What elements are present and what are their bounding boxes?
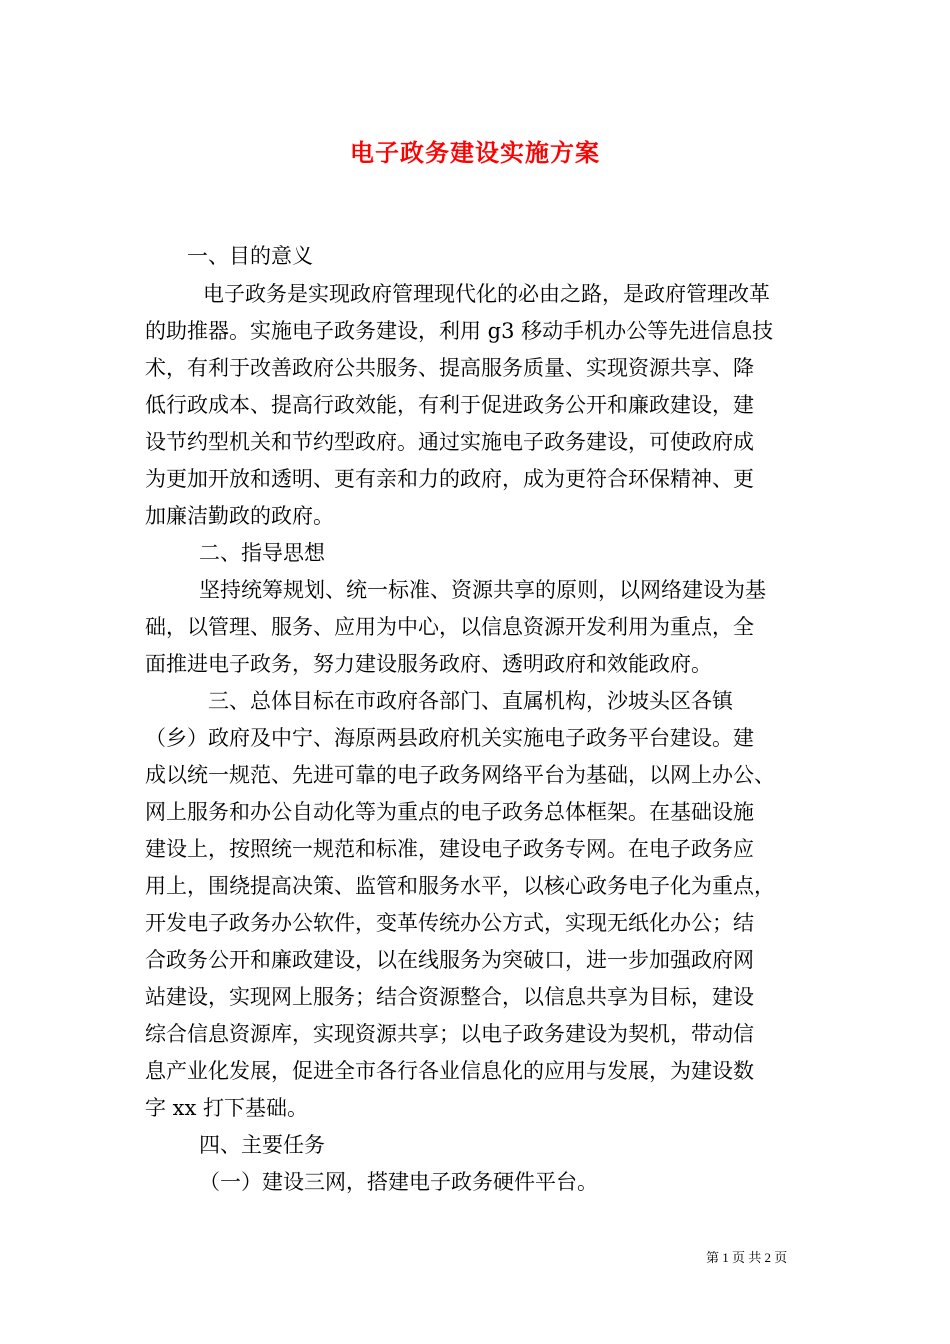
section-heading-overall-goal: 三、总体目标在市政府各部门、直属机构，沙坡头区各镇 bbox=[208, 689, 733, 713]
section-heading-guiding-thought: 二、指导思想 bbox=[199, 541, 325, 565]
paragraph-line: 术，有利于改善政府公共服务、提高服务质量、实现资源共享、降 bbox=[145, 356, 754, 380]
paragraph-line: 开发电子政务办公软件，变革传统办公方式，实现无纸化办公；结 bbox=[145, 911, 754, 935]
paragraph-line: 建设上，按照统一规范和标准，建设电子政务专网。在电子政务应 bbox=[145, 837, 754, 861]
paragraph-line: 设节约型机关和节约型政府。通过实施电子政务建设，可使政府成 bbox=[145, 430, 754, 454]
paragraph-line: 面推进电子政务，努力建设服务政府、透明政府和效能政府。 bbox=[145, 652, 712, 676]
paragraph-line: 础，以管理、服务、应用为中心，以信息资源开发利用为重点，全 bbox=[145, 615, 754, 639]
page-number: 第 1 页 共 2 页 bbox=[706, 1250, 788, 1265]
paragraph-line: 加廉洁勤政的政府。 bbox=[145, 504, 334, 528]
paragraph-line: 低行政成本、提高行政效能，有利于促进政务公开和廉政建设，建 bbox=[145, 393, 754, 417]
paragraph-line: 的助推器。实施电子政务建设，利用 g3 移动手机办公等先进信息技 bbox=[145, 319, 774, 343]
paragraph-line: 息产业化发展，促进全市各行各业信息化的应用与发展，为建设数 bbox=[145, 1059, 754, 1083]
paragraph-line: 字 xx 打下基础。 bbox=[145, 1096, 309, 1120]
paragraph-line: 坚持统筹规划、统一标准、资源共享的原则，以网络建设为基 bbox=[199, 578, 766, 602]
paragraph-line: 合政务公开和廉政建设，以在线服务为突破口，进一步加强政府网 bbox=[145, 948, 754, 972]
paragraph-line: 用上，围绕提高决策、监管和服务水平，以核心政务电子化为重点， bbox=[145, 874, 775, 898]
section-heading-purpose: 一、目的意义 bbox=[187, 244, 313, 268]
paragraph-line: 成以统一规范、先进可靠的电子政务网络平台为基础，以网上办公、 bbox=[145, 763, 775, 787]
paragraph-line: 为更加开放和透明、更有亲和力的政府，成为更符合环保精神、更 bbox=[145, 467, 754, 491]
paragraph-line: 站建设，实现网上服务；结合资源整合，以信息共享为目标，建设 bbox=[145, 985, 754, 1009]
paragraph-line: 综合信息资源库，实现资源共享；以电子政务建设为契机，带动信 bbox=[145, 1022, 754, 1046]
paragraph-line: （乡）政府及中宁、海原两县政府机关实施电子政务平台建设。建 bbox=[145, 726, 754, 750]
section-heading-main-tasks: 四、主要任务 bbox=[199, 1133, 325, 1157]
paragraph-line: 网上服务和办公自动化等为重点的电子政务总体框架。在基础设施 bbox=[145, 800, 754, 824]
paragraph-line: 电子政务是实现政府管理现代化的必由之路，是政府管理改革 bbox=[203, 282, 770, 306]
subsection-heading-three-networks: （一）建设三网，搭建电子政务硬件平台。 bbox=[199, 1170, 598, 1194]
document-title: 电子政务建设实施方案 bbox=[350, 138, 600, 167]
